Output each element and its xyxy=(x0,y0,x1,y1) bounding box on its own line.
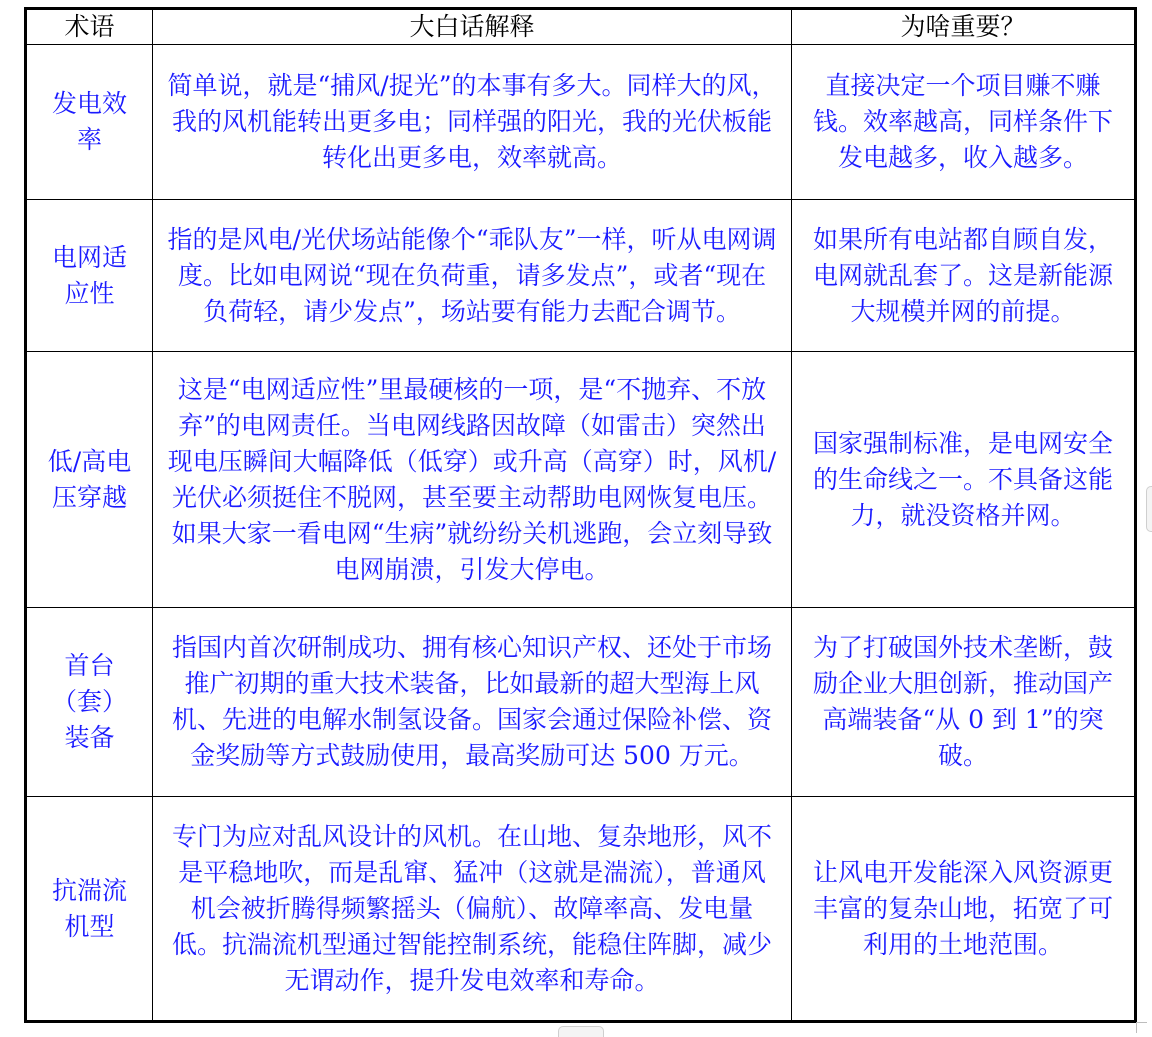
importance-cell: 为了打破国外技术垄断，鼓励企业大胆创新，推动国产高端装备“从 0 到 1”的突破。 xyxy=(792,608,1136,797)
explanation-cell: 指的是风电/光伏场站能像个“乖队友”一样，听从电网调度。比如电网说“现在负荷重，请多发点”，或者“现在负荷轻，请少发点”，场站要有能力去配合调节。 xyxy=(153,200,792,352)
importance-cell: 直接决定一个项目赚不赚钱。效率越高，同样条件下发电越多，收入越多。 xyxy=(792,45,1136,200)
explanation-cell: 专门为应对乱风设计的风机。在山地、复杂地形，风不是平稳地吹，而是乱窜、猛冲（这就是湍流），普通风机会被折腾得频繁摇头（偏航）、故障率高、发电量低。抗湍流机型通过智能控制系统，能稳住阵脚，减少无谓动作，提升发电效率和寿命。 xyxy=(153,797,792,1022)
term-cell: 抗湍流机型 xyxy=(26,797,153,1022)
term-cell: 电网适应性 xyxy=(26,200,153,352)
header-explanation: 大白话解释 xyxy=(153,9,792,45)
table-row xyxy=(26,200,1136,352)
importance-cell: 如果所有电站都自顾自发，电网就乱套了。这是新能源大规模并网的前提。 xyxy=(792,200,1136,352)
importance-cell: 让风电开发能深入风资源更丰富的复杂山地，拓宽了可利用的土地范围。 xyxy=(792,797,1136,1022)
table-row xyxy=(26,608,1136,797)
glossary-table xyxy=(24,7,1137,1023)
table-row xyxy=(26,352,1136,608)
side-panel-handle[interactable] xyxy=(1146,486,1152,532)
term-cell: 低/高电压穿越 xyxy=(26,352,153,608)
importance-cell: 国家强制标准，是电网安全的生命线之一。不具备这能力，就没资格并网。 xyxy=(792,352,1136,608)
header-term: 术语 xyxy=(26,9,153,45)
header-importance: 为啥重要？ xyxy=(792,9,1136,45)
term-cell: 发电效率 xyxy=(26,45,153,200)
term-cell: 首台（套）装备 xyxy=(26,608,153,797)
explanation-cell: 简单说，就是“捕风/捉光”的本事有多大。同样大的风，我的风机能转出更多电；同样强的阳光，我的光伏板能转化出更多电，效率就高。 xyxy=(153,45,792,200)
explanation-cell: 这是“电网适应性”里最硬核的一项，是“不抛弃、不放弃”的电网责任。当电网线路因故障（如雷击）突然出现电压瞬间大幅降低（低穿）或升高（高穿）时，风机/光伏必须挺住不脱网，甚至要主动帮助电网恢复电压。如果大家一看电网“生病”就纷纷关机逃跑，会立刻导致电网崩溃，引发大停电。 xyxy=(153,352,792,608)
table-row xyxy=(26,797,1136,1022)
explanation-cell: 指国内首次研制成功、拥有核心知识产权、还处于市场推广初期的重大技术装备，比如最新的超大型海上风机、先进的电解水制氢设备。国家会通过保险补偿、资金奖励等方式鼓励使用，最高奖励可达 500 万元。 xyxy=(153,608,792,797)
header-row xyxy=(26,9,1136,45)
resize-corner-mark xyxy=(1136,1022,1147,1033)
table-row xyxy=(26,45,1136,200)
